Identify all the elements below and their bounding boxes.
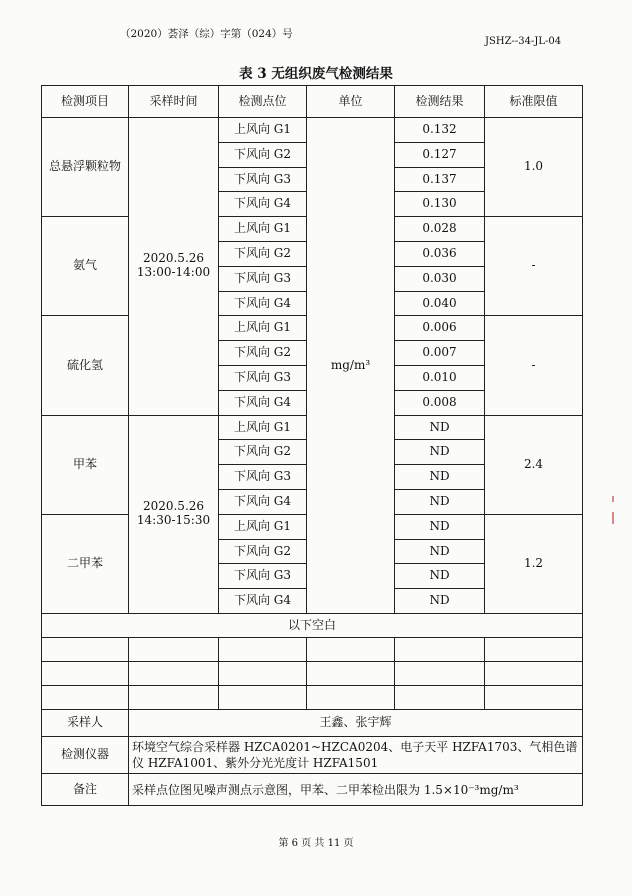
column-header: 标准限值 bbox=[485, 86, 583, 118]
blank-note-row bbox=[42, 613, 583, 637]
sampling-time: 2020.5.26 14:30-15:30 bbox=[129, 415, 219, 613]
remark-value: 采样点位图见噪声测点示意图，甲苯、二甲苯检出限为 1.5×10⁻³mg/m³ bbox=[129, 774, 583, 806]
result-value: 0.127 bbox=[395, 142, 485, 167]
blank-cell bbox=[307, 661, 395, 685]
sampling-point: 下风向 G3 bbox=[219, 167, 307, 192]
edge-stamp-mark bbox=[612, 512, 614, 524]
sampling-point: 上风向 G1 bbox=[219, 415, 307, 440]
sampler-row bbox=[42, 709, 583, 736]
blank-cell bbox=[307, 637, 395, 661]
sampling-point: 下风向 G4 bbox=[219, 589, 307, 614]
remark-label: 备注 bbox=[42, 774, 129, 806]
blank-cell bbox=[129, 661, 219, 685]
blank-row bbox=[42, 661, 583, 685]
blank-row bbox=[42, 685, 583, 709]
instrument-row bbox=[42, 736, 583, 773]
blank-cell bbox=[485, 637, 583, 661]
blank-cell bbox=[395, 661, 485, 685]
sampling-point: 下风向 G3 bbox=[219, 365, 307, 390]
results-table bbox=[41, 85, 583, 806]
sampling-time: 2020.5.26 13:00-14:00 bbox=[129, 118, 219, 416]
sampling-point: 上风向 G1 bbox=[219, 514, 307, 539]
result-value: ND bbox=[395, 465, 485, 490]
item-name: 二甲苯 bbox=[42, 514, 129, 613]
header-row bbox=[42, 86, 583, 118]
sampling-point: 上风向 G1 bbox=[219, 217, 307, 242]
result-value: 0.010 bbox=[395, 365, 485, 390]
result-value: 0.030 bbox=[395, 266, 485, 291]
sampling-point: 下风向 G2 bbox=[219, 341, 307, 366]
sampling-point: 下风向 G3 bbox=[219, 564, 307, 589]
result-value: 0.132 bbox=[395, 118, 485, 143]
result-value: ND bbox=[395, 440, 485, 465]
sampling-point: 上风向 G1 bbox=[219, 316, 307, 341]
result-value: 0.008 bbox=[395, 390, 485, 415]
sampling-point: 下风向 G4 bbox=[219, 192, 307, 217]
sampling-point: 下风向 G3 bbox=[219, 465, 307, 490]
instrument-value: 环境空气综合采样器 HZCA0201~HZCA0204、电子天平 HZFA1703、气相色谱仪 HZFA1001、紫外分光光度计 HZFA1501 bbox=[129, 736, 583, 773]
item-name: 氨气 bbox=[42, 217, 129, 316]
result-value: ND bbox=[395, 415, 485, 440]
sampling-point: 下风向 G4 bbox=[219, 291, 307, 316]
table-title: 表 3 无组织废气检测结果 bbox=[239, 66, 393, 82]
blank-cell bbox=[307, 685, 395, 709]
result-value: 0.007 bbox=[395, 341, 485, 366]
blank-cell bbox=[219, 661, 307, 685]
blank-cell bbox=[42, 637, 129, 661]
blank-note: 以下空白 bbox=[42, 613, 583, 637]
blank-cell bbox=[42, 685, 129, 709]
sampling-point: 下风向 G4 bbox=[219, 489, 307, 514]
edge-stamp-mark bbox=[612, 496, 614, 502]
column-header: 单位 bbox=[307, 86, 395, 118]
sampling-point: 下风向 G4 bbox=[219, 390, 307, 415]
sampling-point: 下风向 G2 bbox=[219, 440, 307, 465]
result-value: 0.028 bbox=[395, 217, 485, 242]
column-header: 检测点位 bbox=[219, 86, 307, 118]
sampler-label: 采样人 bbox=[42, 709, 129, 736]
result-value: ND bbox=[395, 539, 485, 564]
item-name: 硫化氢 bbox=[42, 316, 129, 415]
result-value: 0.036 bbox=[395, 241, 485, 266]
blank-cell bbox=[129, 685, 219, 709]
result-value: ND bbox=[395, 514, 485, 539]
table-row bbox=[42, 118, 583, 143]
standard-limit: 2.4 bbox=[485, 415, 583, 514]
unit-cell: mg/m³ bbox=[307, 118, 395, 614]
blank-cell bbox=[129, 637, 219, 661]
blank-cell bbox=[395, 637, 485, 661]
standard-limit: 1.0 bbox=[485, 118, 583, 217]
item-name: 总悬浮颗粒物 bbox=[42, 118, 129, 217]
result-value: ND bbox=[395, 564, 485, 589]
sampling-point: 下风向 G2 bbox=[219, 241, 307, 266]
blank-cell bbox=[395, 685, 485, 709]
result-value: 0.006 bbox=[395, 316, 485, 341]
blank-cell bbox=[219, 685, 307, 709]
document-code: JSHZ--34-JL-04 bbox=[485, 36, 562, 47]
remark-row bbox=[42, 774, 583, 806]
sampler-value: 王鑫、张宇辉 bbox=[129, 709, 583, 736]
item-name: 甲苯 bbox=[42, 415, 129, 514]
column-header: 采样时间 bbox=[129, 86, 219, 118]
blank-cell bbox=[219, 637, 307, 661]
sampling-point: 下风向 G3 bbox=[219, 266, 307, 291]
sampling-point: 下风向 G2 bbox=[219, 142, 307, 167]
standard-limit: - bbox=[485, 316, 583, 415]
column-header: 检测项目 bbox=[42, 86, 129, 118]
result-value: 0.130 bbox=[395, 192, 485, 217]
table-body bbox=[42, 118, 583, 614]
page-number: 第 6 页 共 11 页 bbox=[278, 838, 354, 849]
instrument-label: 检测仪器 bbox=[42, 736, 129, 773]
sampling-point: 下风向 G2 bbox=[219, 539, 307, 564]
result-value: 0.137 bbox=[395, 167, 485, 192]
document-number: （2020）荟泽（综）字第（024）号 bbox=[120, 28, 293, 40]
result-value: 0.040 bbox=[395, 291, 485, 316]
blank-cell bbox=[485, 661, 583, 685]
standard-limit: - bbox=[485, 217, 583, 316]
result-value: ND bbox=[395, 489, 485, 514]
sampling-point: 上风向 G1 bbox=[219, 118, 307, 143]
result-value: ND bbox=[395, 589, 485, 614]
blank-cell bbox=[42, 661, 129, 685]
blank-cell bbox=[485, 685, 583, 709]
standard-limit: 1.2 bbox=[485, 514, 583, 613]
column-header: 检测结果 bbox=[395, 86, 485, 118]
blank-row bbox=[42, 637, 583, 661]
